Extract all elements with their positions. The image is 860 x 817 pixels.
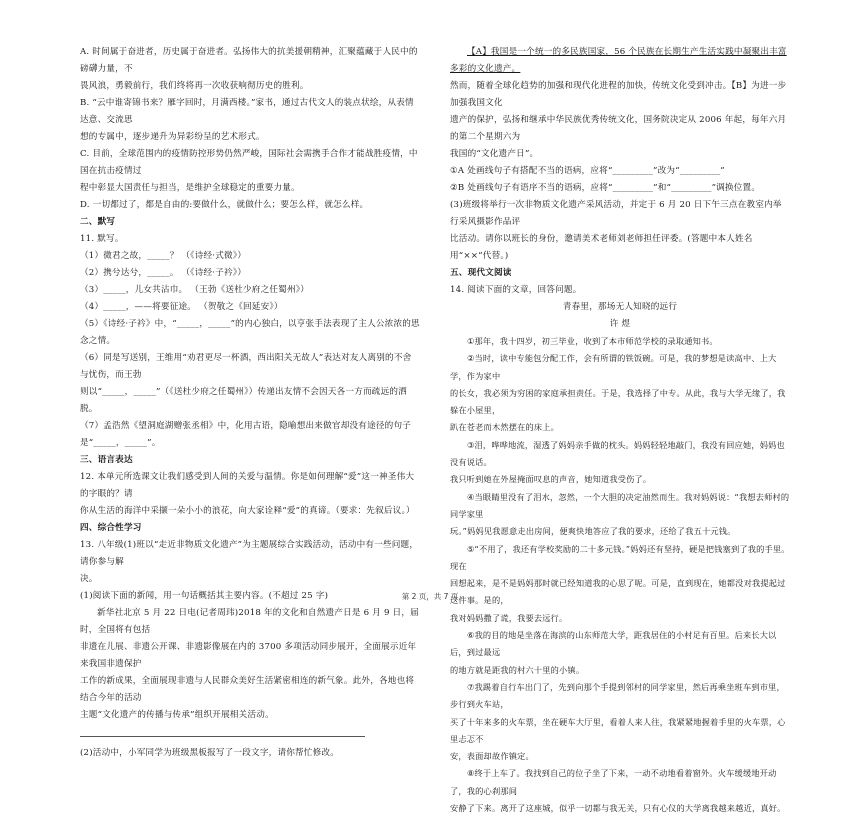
text-line: ⑦我踢着自行车出门了，先到向那个手提到邻村的同学家里，然后再乘坐班车到市里，步行到火车站， bbox=[450, 681, 785, 710]
text-line: （2）携兮达兮，_____。 （《诗经·子衿》） bbox=[80, 268, 247, 278]
text-line: 则以“_____，_____”（《送杜少府之任蜀州》）传递出友情不会因天各一方而疏远的洒脱。 bbox=[80, 387, 407, 414]
text-line: （5）《诗经·子衿》中，“_____，_____”的内心独白，以亨张手法表现了主人公浓浓的思念之情。 bbox=[80, 319, 420, 346]
text-line: (3)班级将举行一次非物质文化遗产采风活动，并定于 6 月 20 日下午三点在教室内举行采风摄影作品评 bbox=[450, 200, 782, 227]
right-column bbox=[450, 44, 790, 817]
text-line: 回想起来，是不是妈妈那时就已经知道我的心思了呢。可是，直到现在，她都没对我提起过这件事。是的， bbox=[450, 578, 786, 606]
text-line: 11. 默写。 bbox=[80, 234, 124, 244]
text-line: ②当时，读中专能包分配工作，会有所谓的铁饭碗。可是，我的梦想是读高中、上大学，作为家中 bbox=[450, 353, 777, 381]
text-line: 你从生活的海洋中采撷一朵小小的浪花，向大家诠释“爱”的真谛。（要求：先叙后议。） bbox=[80, 506, 415, 516]
text-line: A. 时间属于奋进者，历史属于奋进者。弘扬伟大的抗美援朝精神，汇聚蕴藏于人民中的磅礴力量，不 bbox=[80, 47, 418, 74]
text-line: ①A 处画线句子有搭配不当的语病，应将“_________”改为“_________” bbox=[450, 166, 725, 176]
text-line: ③泪，哗哗地流，湿透了妈妈亲手做的枕头。妈妈轻轻地敲门，我没有回应她，妈妈也没有说话。 bbox=[450, 439, 785, 468]
text-line: （6）同是写送别，王维用“劝君更尽一杯酒，西出阳关无故人”表达对友人离别的不舍与忧伤，而王勃 bbox=[80, 353, 412, 380]
text-line: ④当眼睛里没有了泪水，忽然，一个大胆的决定油然而生。我对妈妈说：“我想去师村的同学家里 bbox=[450, 491, 790, 519]
text-line: 12. 本单元所选课文让我们感受到人间的关爱与温情。你是如何理解“爱”这一神圣伟大的字眼的？请 bbox=[80, 472, 415, 499]
text-line: 趴在苍老而木然摆在的床上。 bbox=[450, 422, 560, 433]
text-line: 遗产的保护，弘扬和继承中华民族优秀传统文化，国务院决定从 2006 年起，每年六月的第二个星期六为 bbox=[450, 115, 787, 142]
section-heading: 五、现代文阅读 bbox=[450, 268, 512, 278]
divider bbox=[80, 736, 365, 737]
text-line: 程中彰显大国责任与担当，是维护全球稳定的重要力量。 bbox=[80, 183, 300, 193]
text-line: ①那年，我十四岁，初三毕业，收到了本市师范学校的录取通知书。 bbox=[467, 336, 718, 346]
text-line: ⑥我的目的地是坐落在海滨的山东师范大学，距我居住的小村足有百里。后来长大以后，到过最远 bbox=[450, 630, 777, 658]
text-line: 安，表面却故作镇定。 bbox=[450, 751, 534, 762]
text-line: 【A】我国是一个统一的多民族国家，56 个民族在长期生产生活实践中凝聚出丰富多彩的文化遗产。 bbox=[450, 47, 787, 74]
text-line: 我只听到她在外屋掩面叹息的声音，她知道我受伤了。 bbox=[450, 474, 652, 485]
text-line: 工作的新成果，全面展现非遗与人民群众美好生活紧密相连的新气象。此外，各地也将结合今年的活动 bbox=[80, 676, 415, 703]
text-line: 安静了下来。离开了这座城，似乎一切都与我无关，只有心仪的大学离我越来越近，真好。 bbox=[450, 803, 786, 814]
text-line: (1)阅读下面的新闻，用一句话概括其主要内容。(不超过 25 字) bbox=[80, 591, 329, 601]
text-line: ②B 处画线句子有语序不当的语病，应将“_________”和“_________”调换位置。 bbox=[450, 183, 761, 193]
text-line: 决。 bbox=[80, 574, 98, 584]
text-line: 比活动。请你以班长的身份，邀请美术老师刘老师担任评委。(答题中本人姓名用“××”代替。) bbox=[450, 234, 753, 261]
text-line: 的地方就是距我的村六十里的小镇。 bbox=[450, 664, 585, 675]
text-line: 玩。”妈妈见我愿意走出房间，便爽快地答应了我的要求，还给了我五十元钱。 bbox=[450, 526, 736, 537]
text-line: （4）_____，——将要征途。 （贺敬之《回延安》） bbox=[80, 302, 283, 312]
text-line: D. 一切都过了，都是自由的:要做什么，就做什么；要怎么样，就怎么样。 bbox=[80, 200, 369, 210]
text-line: 畏风浪，勇毅前行，我们终将再一次收获响彻历史的胜利。 bbox=[80, 81, 309, 91]
text-line: （7）孟浩然《望洞庭湖赠张丞相》中，化用古语，隐喻想出来做官却没有途径的句子是“_____，_____”。 bbox=[80, 421, 412, 448]
text-line: ⑧终于上车了。我找到自己的位子坐了下来，一动不动地看着窗外。火车缓缓地开动了，我的心刹那间 bbox=[450, 768, 777, 796]
text-line: （1）微君之故，_____？ （《诗经·式微》） bbox=[80, 251, 247, 261]
text-line: 新华社北京 5 月 22 日电(记者周玮)2018 年的文化和自然遗产日是 6 月 9 日，届时，全国将有包括 bbox=[80, 608, 419, 635]
text-line: 14. 阅读下面的文章，回答问题。 bbox=[450, 285, 582, 295]
text-line: （3）_____，儿女共沾巾。 （王勃《送杜少府之任蜀州》） bbox=[80, 285, 310, 295]
text-line: 非遗在儿展、非遗公开课、非遗影像展在内的 3700 多项活动同步展开，全面展示近年来我国非遗保护 bbox=[80, 642, 417, 669]
page-footer: 第 2 页，共 7 页 bbox=[401, 592, 459, 601]
left-column bbox=[80, 44, 420, 762]
text-line: B. “云中谁寄锦书来？雁字回时，月满西楼。”家书，通过古代文人的装点状绘，从表情达意、交流思 bbox=[80, 98, 414, 125]
text-line: 买了十年来多的火车票，坐在硬车大厅里，看着人来人往，我紧紧地握着手里的火车票，心里忐忑不 bbox=[450, 716, 786, 744]
section-heading: 二、默写 bbox=[80, 217, 116, 227]
text-line: 13. 八年级(1)班以“走近非物质文化遗产”为主题展综合实践活动，活动中有一些问题，请你参与解 bbox=[80, 540, 419, 567]
text-line: 许 煜 bbox=[609, 319, 631, 329]
text-line: 主题“文化遗产的传播与传承”组织开展相关活动。 bbox=[80, 710, 274, 720]
text-line: C. 目前，全球范围内的疫情防控形势仍然严峻，国际社会需携手合作才能战胜疫情，中国在抗击疫情过 bbox=[80, 149, 418, 176]
text-line: 然而，随着全球化趋势的加强和现代化进程的加快，传统文化受到冲击。【B】为进一步加强我国文化 bbox=[450, 81, 787, 108]
text-line: 想的专属中，逐步递升为异彩纷呈的艺术形式。 bbox=[80, 132, 265, 142]
text-line: 我对妈妈撒了谎，我要去远行。 bbox=[450, 612, 568, 623]
text-line: 的长女，我必须为穷困的家庭承担责任。于是，我选择了中专。从此，我与大学无缘了，我躲在小屋里， bbox=[450, 387, 786, 416]
text-line: ⑤“不用了，我还有学校奖励的二十多元钱。”妈妈还有坚持，硬是把钱塞到了我的手里。现在 bbox=[450, 543, 790, 571]
section-heading: 三、语言表达 bbox=[80, 455, 133, 465]
text-line: 青春里，那场无人知晓的远行 bbox=[562, 302, 678, 312]
section-heading: 四、综合性学习 bbox=[80, 523, 142, 533]
text-line: 我国的“文化遗产日”。 bbox=[450, 149, 539, 159]
text-line: (2)活动中，小军同学为班级黑板报写了一段文字，请你帮忙修改。 bbox=[80, 748, 339, 758]
